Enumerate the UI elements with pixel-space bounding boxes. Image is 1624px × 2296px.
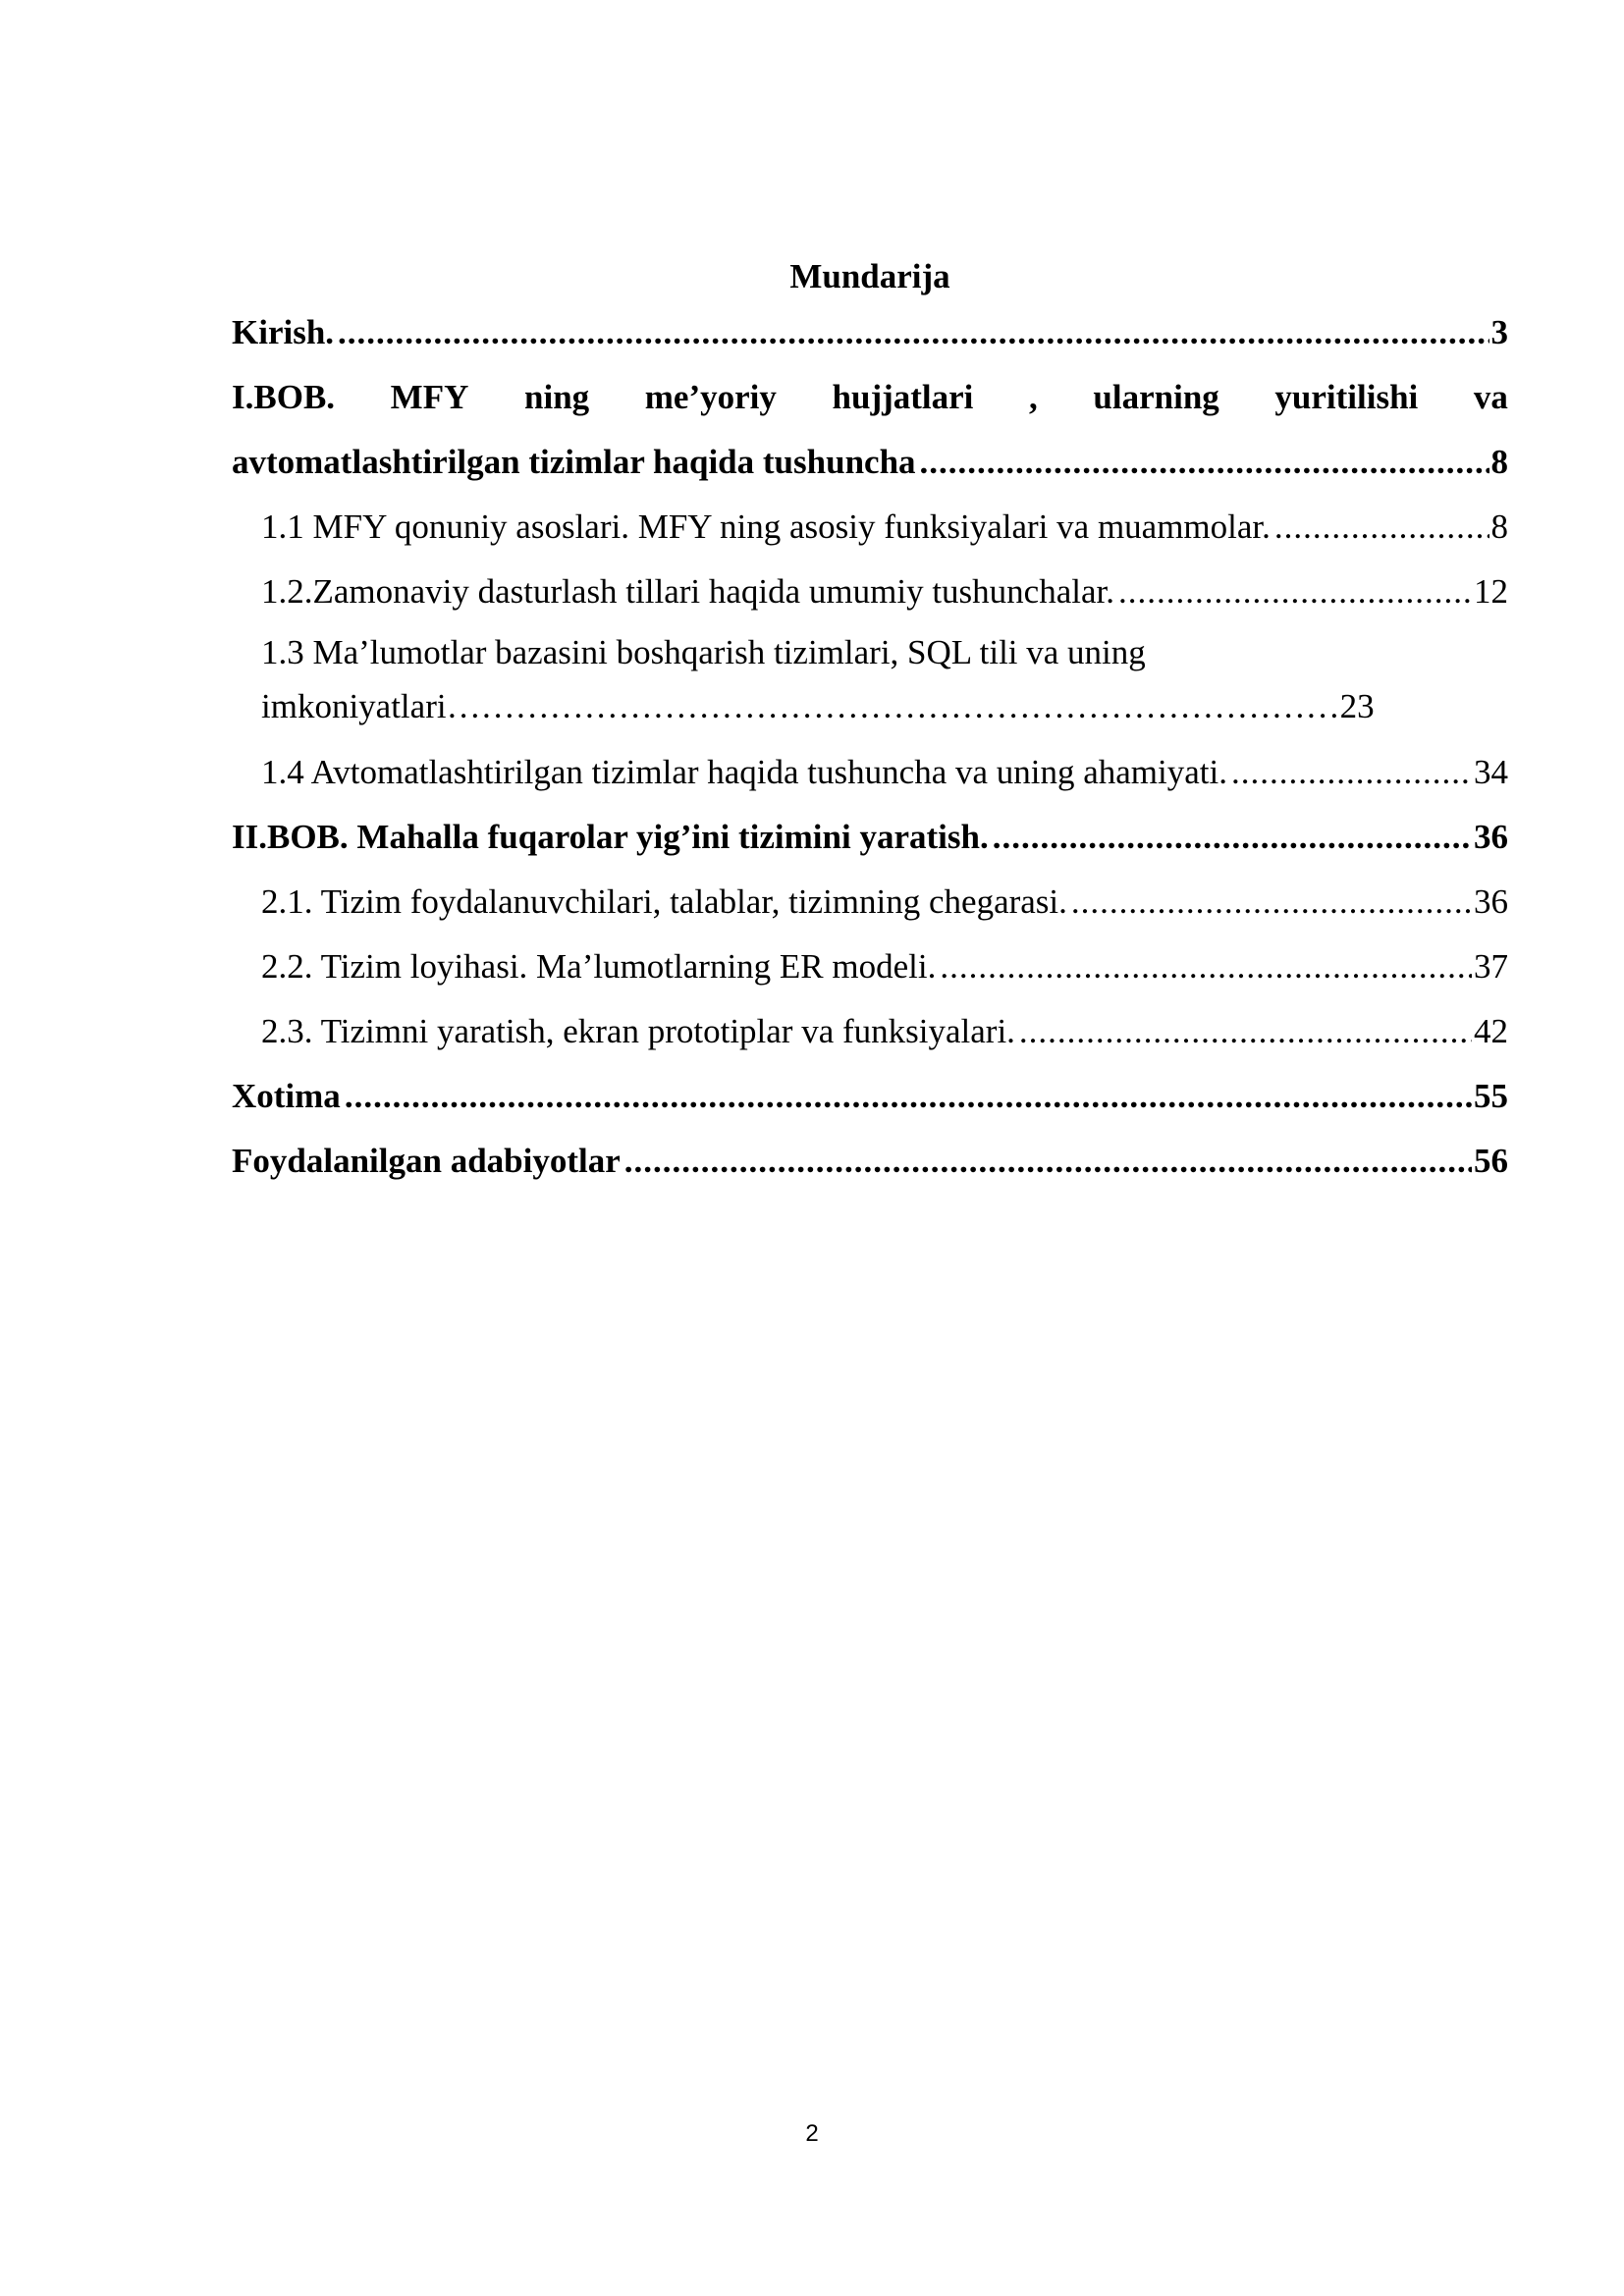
toc-entry-label-continued: imkoniyatlari	[261, 687, 447, 725]
toc-entry-label: Xotima	[232, 1077, 341, 1115]
word: va	[1473, 378, 1508, 416]
toc-entry-label: Foydalanilgan adabiyotlar	[232, 1142, 621, 1180]
toc-entry-label: 1.2.Zamonaviy dasturlash tillari haqida umumiy tushunchalar.	[261, 572, 1114, 611]
toc-page-number: 23	[1339, 687, 1375, 725]
toc-entry-chapter-1-line-1[interactable]	[232, 365, 1508, 430]
toc-entry-1-4[interactable]	[232, 740, 1508, 805]
word: ning	[524, 378, 590, 416]
toc-entry-2-1[interactable]	[232, 870, 1508, 934]
toc-page-number: 42	[1474, 1012, 1508, 1050]
toc-page-number: 34	[1474, 753, 1508, 791]
dot-leader	[1118, 560, 1472, 624]
toc-entry-label: 2.3. Tizimni yaratish, ekran prototiplar va funksiyalari.	[261, 1012, 1015, 1050]
page-number: 2	[805, 2120, 819, 2147]
dot-leader	[993, 805, 1472, 870]
dot-leader	[1071, 870, 1472, 934]
toc-page-number: 8	[1490, 443, 1508, 481]
toc-page-number: 36	[1474, 818, 1508, 856]
word: hujjatlari	[832, 378, 974, 416]
dot-leader	[1231, 740, 1472, 805]
dot-leader	[338, 300, 1489, 365]
word: I.BOB.	[232, 378, 336, 416]
dot-leader	[1274, 495, 1489, 560]
toc-entry-chapter-1-line-2[interactable]	[232, 430, 1508, 495]
word: MFY	[390, 378, 469, 416]
dot-leader	[624, 1129, 1472, 1194]
toc-entry-label: II.BOB. Mahalla fuqarolar yig’ini tizimini yaratish.	[232, 818, 989, 856]
toc-entry-label: 1.4 Avtomatlashtirilgan tizimlar haqida tushuncha va uning ahamiyati.	[261, 753, 1227, 791]
toc-entry-references[interactable]	[232, 1129, 1508, 1194]
toc-page-number: 37	[1474, 947, 1508, 986]
toc-entry-xotima[interactable]	[232, 1064, 1508, 1129]
dot-leader	[940, 934, 1472, 999]
toc-page-number: 8	[1490, 507, 1508, 546]
toc-entry-label: Kirish.	[232, 313, 335, 351]
toc-entry-label: 1.1 MFY qonuniy asoslari. MFY ning asosiy funksiyalari va muammolar.	[261, 507, 1271, 546]
toc-page-number: 12	[1474, 572, 1508, 611]
toc-entry-chapter-2[interactable]	[232, 805, 1508, 870]
word: ,	[1029, 378, 1038, 416]
toc-page-number: 55	[1474, 1077, 1508, 1115]
toc-entry-2-2[interactable]	[232, 934, 1508, 999]
toc-page-number: 3	[1490, 313, 1508, 351]
toc-entry-1-1[interactable]	[232, 495, 1508, 560]
toc-entry-1-3[interactable]	[232, 624, 1508, 740]
toc-entry-label: 2.2. Tizim loyihasi. Ma’lumotlarning ER modeli.	[261, 947, 937, 986]
table-of-contents	[232, 253, 1508, 1194]
toc-title: Mundarija	[789, 257, 950, 295]
toc-entry-1-2[interactable]	[232, 560, 1508, 624]
toc-entry-label: avtomatlashtirilgan tizimlar haqida tushuncha	[232, 443, 916, 481]
toc-entry-2-3[interactable]	[232, 999, 1508, 1064]
toc-entry-label: 2.1. Tizim foydalanuvchilari, talablar, tizimning chegarasi.	[261, 882, 1067, 921]
word: yuritilishi	[1274, 378, 1419, 416]
dot-leader	[1019, 999, 1472, 1064]
toc-entry-kirish[interactable]	[232, 300, 1508, 365]
word: ularning	[1093, 378, 1219, 416]
toc-page-number: 36	[1474, 882, 1508, 921]
toc-entry-label: 1.3 Ma’lumotlar bazasini boshqarish tizimlari, SQL tili va uning	[261, 633, 1146, 671]
dot-leader	[345, 1064, 1472, 1129]
ellipsis-leader: ……………………………………………………………………	[446, 687, 1340, 725]
dot-leader	[920, 430, 1489, 495]
toc-page-number: 56	[1474, 1142, 1508, 1180]
word: me’yoriy	[644, 378, 777, 416]
